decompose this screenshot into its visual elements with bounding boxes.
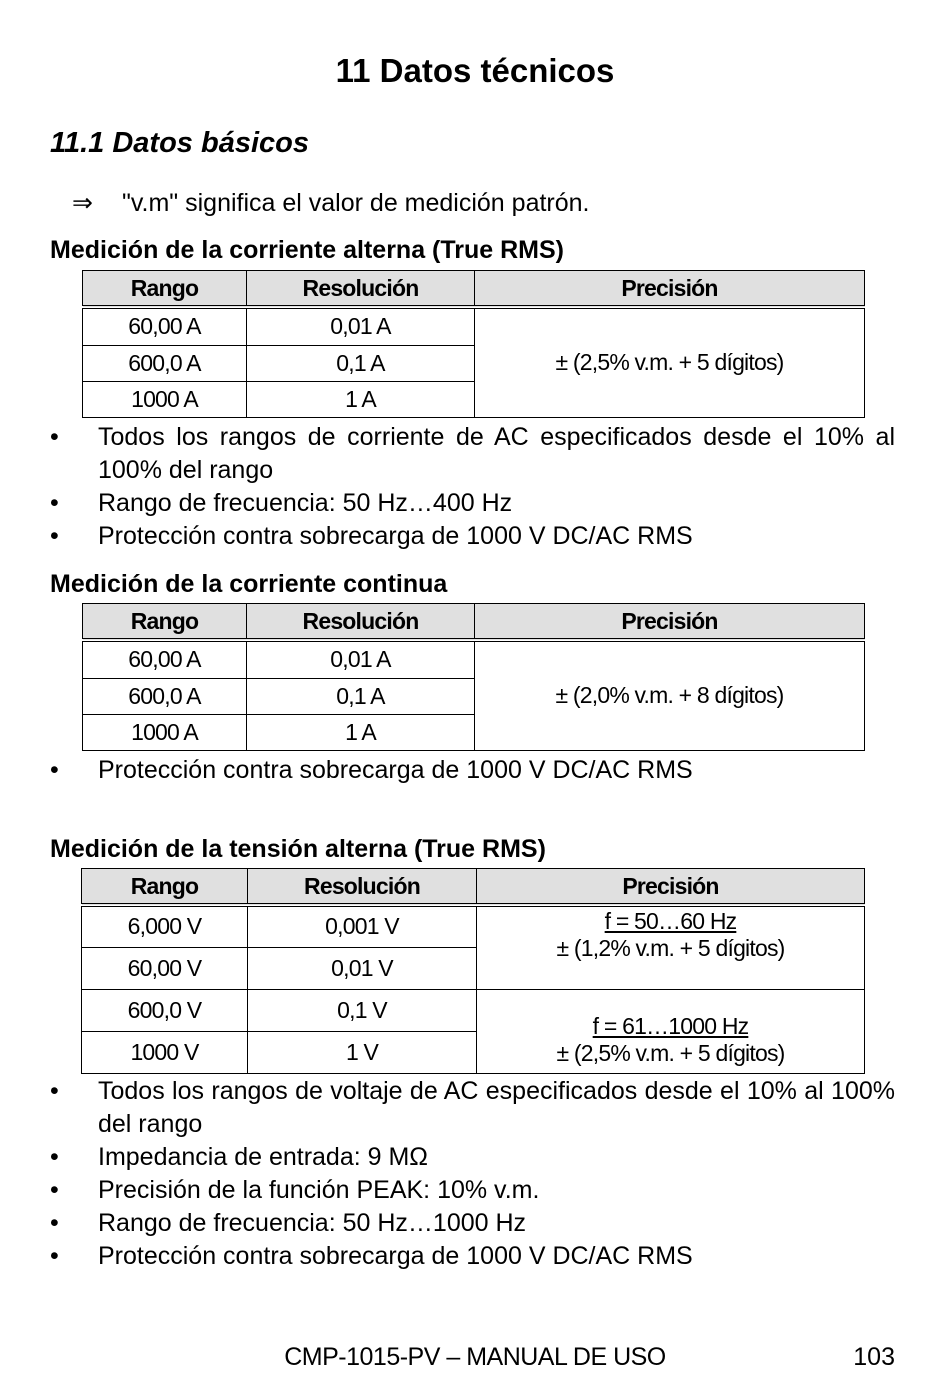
table-header-row [83,604,865,641]
table-row [82,989,865,1031]
table-row [83,307,865,345]
precision-value: ± (2,5% v.m. + 5 dígitos) [556,1040,785,1066]
range-cell: 1000 V [82,1031,248,1073]
frequency-range: f = 61…1000 Hz [592,1013,749,1039]
list-item: • Rango de frecuencia: 50 Hz…1000 Hz [50,1207,895,1240]
table-row [83,640,865,678]
footer-title: CMP-1015-PV – MANUAL DE USO [284,1343,666,1371]
chapter-title: 11 Datos técnicos [335,52,615,89]
list-item: • Protección contra sobrecarga de 1000 V DC/AC RMS [50,754,895,787]
column-header: Rango [83,271,247,308]
column-header: Rango [82,869,248,906]
dc-current-table [82,603,865,751]
range-cell: 6,000 V [82,905,248,947]
resolution-cell: 1 A [247,714,475,750]
range-cell: 1000 A [83,381,247,417]
range-cell: 60,00 A [83,640,247,678]
list-item: • Impedancia de entrada: 9 MΩ [50,1141,895,1174]
precision-value: ± (1,2% v.m. + 5 dígitos) [556,934,785,961]
ac-current-notes [50,421,895,553]
column-header: Precisión [475,604,865,641]
ac-current-table [82,270,865,418]
column-header: Precisión [477,869,865,906]
dc-current-heading: Medición de la corriente continua [50,570,448,598]
resolution-cell: 0,01 A [247,640,475,678]
precision-cell: ± (2,5% v.m. + 5 dígitos) [475,307,865,417]
column-header: Precisión [475,271,865,308]
note [72,188,590,218]
column-header: Resolución [247,271,475,308]
list-item: • Rango de frecuencia: 50 Hz…400 Hz [50,487,895,520]
list-item: • Precisión de la función PEAK: 10% v.m. [50,1174,895,1207]
range-cell: 600,0 V [82,989,248,1031]
ac-voltage-notes [50,1075,895,1273]
section-title: 11.1 Datos básicos [50,127,309,159]
table-header-row [82,869,865,906]
range-cell: 60,00 V [82,947,248,989]
list-item: • Todos los rangos de voltaje de AC especificados desde el 10% al 100% del rango [50,1075,895,1141]
list-item: • Todos los rangos de corriente de AC especificados desde el 10% al 100% del rango [50,421,895,487]
list-item: • Protección contra sobrecarga de 1000 V DC/AC RMS [50,520,895,553]
frequency-range: f = 50…60 Hz [604,907,737,934]
ac-current-heading: Medición de la corriente alterna (True RMS) [50,236,565,264]
page-number: 103 [853,1343,895,1371]
resolution-cell: 0,01 V [248,947,477,989]
table-header-row [83,271,865,308]
ac-voltage-table [81,868,865,1074]
range-cell: 60,00 A [83,307,247,345]
precision-cell [477,989,865,1073]
range-cell: 600,0 A [83,678,247,714]
precision-cell [477,905,865,989]
column-header: Resolución [247,604,475,641]
ac-voltage-heading: Medición de la tensión alterna (True RMS) [50,835,546,863]
column-header: Rango [83,604,247,641]
range-cell: 1000 A [83,714,247,750]
resolution-cell: 1 A [247,381,475,417]
column-header: Resolución [248,869,477,906]
dc-current-notes [50,754,895,787]
resolution-cell: 1 V [248,1031,477,1073]
table-row [82,905,865,947]
resolution-cell: 0,1 V [248,989,477,1031]
range-cell: 600,0 A [83,345,247,381]
resolution-cell: 0,1 A [247,345,475,381]
precision-cell: ± (2,0% v.m. + 8 dígitos) [475,640,865,750]
note-text: "v.m" significa el valor de medición patrón. [122,189,590,217]
resolution-cell: 0,001 V [248,905,477,947]
arrow-right-icon: ⇒ [72,189,93,217]
resolution-cell: 0,01 A [247,307,475,345]
resolution-cell: 0,1 A [247,678,475,714]
list-item: • Protección contra sobrecarga de 1000 V DC/AC RMS [50,1240,895,1273]
